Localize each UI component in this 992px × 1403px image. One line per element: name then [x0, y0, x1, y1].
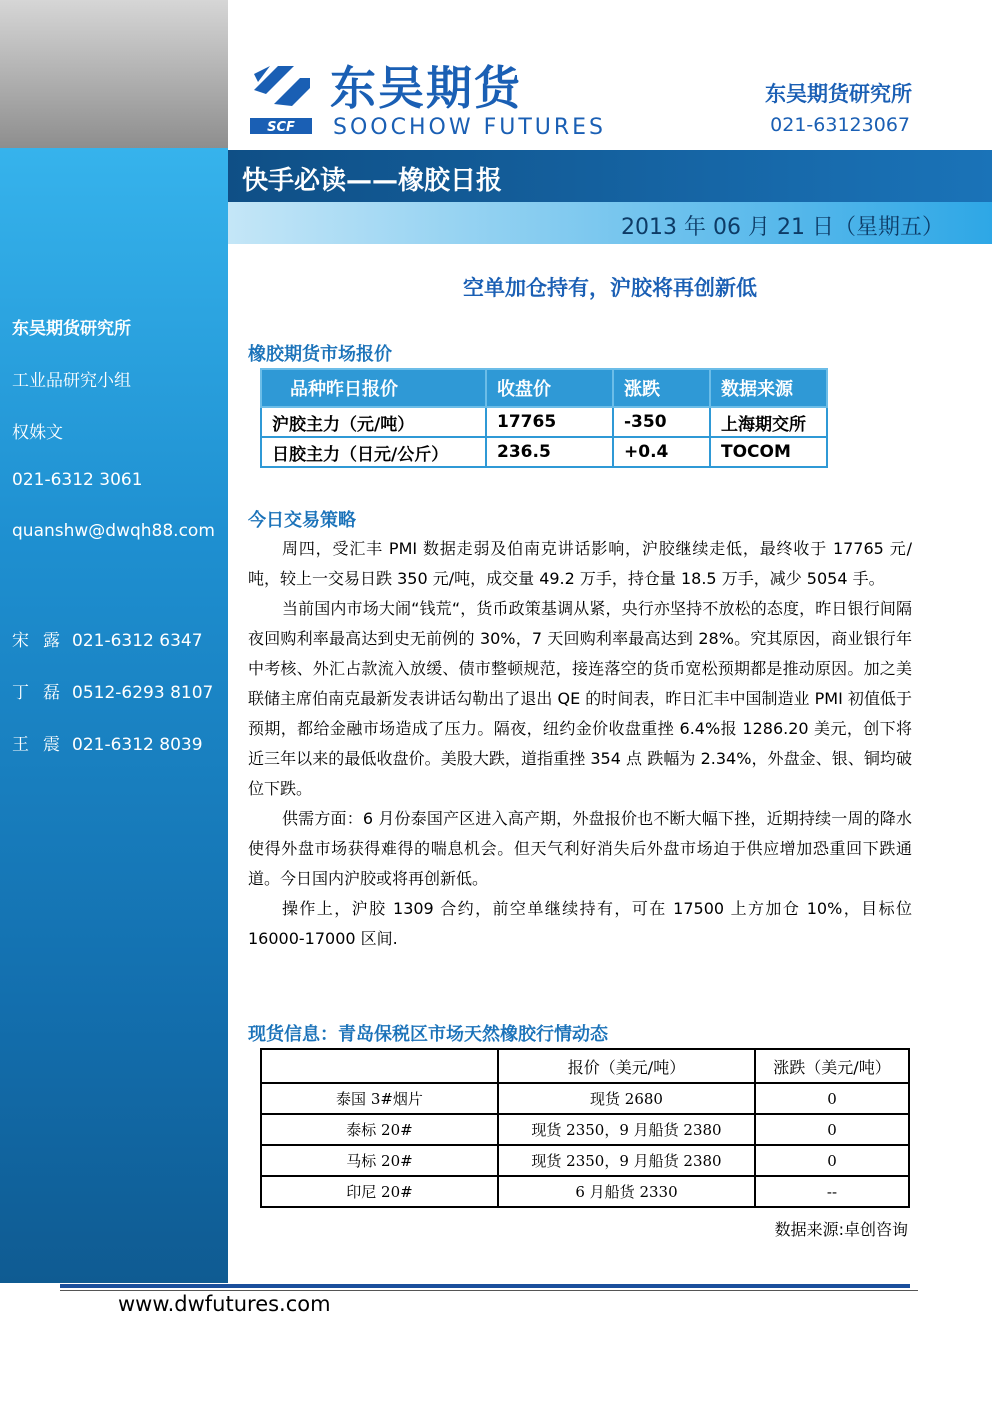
table-header-row	[261, 369, 827, 407]
spot-table	[260, 1048, 910, 1208]
sidebar-contact	[12, 626, 203, 651]
table-cell: 0	[755, 1083, 909, 1114]
table-row	[261, 407, 827, 437]
table-cell: 0	[755, 1145, 909, 1176]
table-cell: 日胶主力（日元/公斤）	[261, 437, 486, 467]
table-cell: 马标 20#	[261, 1145, 498, 1176]
contact-phone: 0512-6293 8107	[72, 683, 214, 703]
footer-divider	[60, 1284, 910, 1288]
paragraph: 供需方面：6 月份泰国产区进入高产期，外盘报价也不断大幅下挫，近期持续一周的降水使得外盘市场获得难得的喘息机会。但天气利好消失后外盘市场迫于供应增加恐重回下跌通道。今日国内沪胶或将再创新低。	[248, 809, 912, 888]
table-row	[261, 1176, 909, 1207]
header-institute: 东吴期货研究所	[765, 82, 912, 106]
contact-name: 丁磊	[12, 683, 74, 703]
column-header: 品种昨日报价	[261, 369, 486, 407]
table-cell: TOCOM	[710, 437, 827, 467]
paragraph: 操作上，沪胶 1309 合约，前空单继续持有，可在 17500 上方加仓 10%，目标位 16000-17000 区间.	[248, 899, 912, 948]
quote-section-title: 橡胶期货市场报价	[248, 344, 392, 365]
data-source-note: 数据来源:卓创咨询	[774, 1220, 908, 1239]
table-cell: 印尼 20#	[261, 1176, 498, 1207]
date-bar	[228, 202, 992, 244]
logo-chinese-name: 东吴期货	[330, 61, 522, 115]
table-cell: 沪胶主力（元/吨）	[261, 407, 486, 437]
company-logo	[248, 60, 318, 136]
column-header: 涨跌	[613, 369, 710, 407]
table-row	[261, 437, 827, 467]
contact-name: 王震	[12, 735, 74, 755]
table-cell: 上海期交所	[710, 407, 827, 437]
table-cell: 泰标 20#	[261, 1114, 498, 1145]
table-cell: --	[755, 1176, 909, 1207]
contact-name: 宋露	[12, 631, 74, 651]
sidebar-group: 工业品研究小组	[12, 371, 131, 391]
footer-divider-thin	[60, 1290, 918, 1291]
quote-table	[260, 368, 828, 468]
table-cell: 236.5	[486, 437, 613, 467]
sidebar-email[interactable]: quanshw@dwqh88.com	[12, 521, 215, 541]
footer-website-link[interactable]: www.dwfutures.com	[118, 1292, 331, 1316]
paragraph: 周四，受汇丰 PMI 数据走弱及伯南克讲话影响，沪胶继续走低，最终收于 17765 元/吨，较上一交易日跌 350 元/吨，成交量 49.2 万手，持仓量 18.5 万手，减少 5054 手。	[248, 539, 912, 588]
column-header: 数据来源	[710, 369, 827, 407]
spot-section-title: 现货信息：青岛保税区市场天然橡胶行情动态	[248, 1024, 608, 1045]
table-cell: 现货 2680	[498, 1083, 755, 1114]
column-header: 报价（美元/吨）	[498, 1049, 755, 1083]
report-title: 快手必读——橡胶日报	[242, 166, 503, 196]
contact-phone: 021-6312 6347	[72, 631, 203, 651]
strategy-section-title: 今日交易策略	[248, 510, 356, 531]
table-cell: -350	[613, 407, 710, 437]
title-bar	[228, 150, 992, 202]
sidebar-contact	[12, 678, 213, 703]
column-header: 收盘价	[486, 369, 613, 407]
table-cell: 6 月船货 2330	[498, 1176, 755, 1207]
table-row	[261, 1083, 909, 1114]
table-cell: 17765	[486, 407, 613, 437]
headline: 空单加仓持有，沪胶将再创新低	[463, 276, 757, 300]
paragraph: 当前国内市场大闹“钱荒“，货币政策基调从紧，央行亦坚持不放松的态度，昨日银行间隔夜回购利率最高达到史无前例的 30%，7 天回购利率最高达到 28%。究其原因，商业银行年中考核、外汇占款流入放缓、债市整顿规范，接连落空的货币宽松预期都是推动原因。加之美联储主席伯南克最新发表讲话勾勒出了退出 QE 的时间表，昨日汇丰中国制造业 PMI 初值低于预期，都给金融市场造成了压力。隔夜，纽约金价收盘重挫 6.4%报 1286.20 美元，创下将近三年以来的最低收盘价。美股大跌，道指重挫 354 点 跌幅为 2.34%，外盘金、银、铜均破位下跌。	[248, 599, 912, 798]
sidebar-phone: 021-6312 3061	[12, 470, 143, 490]
column-header: 涨跌（美元/吨）	[755, 1049, 909, 1083]
table-row	[261, 1114, 909, 1145]
sidebar-top-gray	[0, 0, 228, 148]
table-cell: 现货 2350，9 月船货 2380	[498, 1145, 755, 1176]
table-cell: +0.4	[613, 437, 710, 467]
sidebar-institute: 东吴期货研究所	[12, 319, 131, 339]
table-row	[261, 1145, 909, 1176]
header-phone: 021-63123067	[770, 114, 910, 136]
table-cell: 泰国 3#烟片	[261, 1083, 498, 1114]
logo-english-name: SOOCHOW FUTURES	[333, 115, 607, 140]
strategy-body	[248, 534, 912, 954]
table-cell: 现货 2350，9 月船货 2380	[498, 1114, 755, 1145]
column-header	[261, 1049, 498, 1083]
report-date: 2013 年 06 月 21 日（星期五）	[621, 215, 944, 240]
table-cell: 0	[755, 1114, 909, 1145]
sidebar-contact	[12, 730, 203, 755]
contact-phone: 021-6312 8039	[72, 735, 203, 755]
logo-mark-text: SCF	[267, 120, 295, 135]
table-header-row	[261, 1049, 909, 1083]
sidebar-analyst: 权姝文	[12, 423, 63, 443]
